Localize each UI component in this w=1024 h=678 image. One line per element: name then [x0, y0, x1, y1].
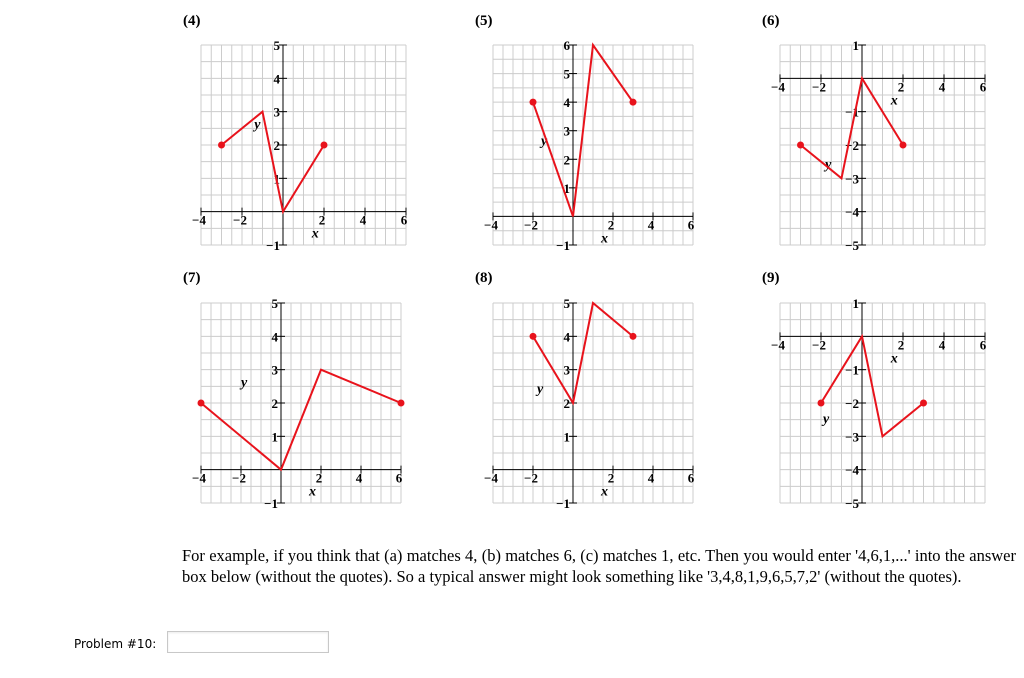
curve-endpoint [398, 400, 405, 407]
y-tick-label: 5 [563, 66, 570, 82]
x-tick-label: 4 [647, 217, 655, 233]
graph-label-8: (8) [475, 270, 493, 286]
x-tick-label: 4 [938, 337, 946, 353]
x-tick-label: −2 [812, 337, 826, 353]
x-tick-label: −2 [524, 470, 538, 486]
x-tick-label: 6 [979, 337, 987, 353]
y-tick-label: 1 [852, 38, 859, 53]
curve-endpoint [530, 99, 537, 106]
x-tick-label: −4 [192, 470, 206, 486]
curve-endpoint [321, 142, 328, 149]
curve-endpoint [530, 333, 537, 340]
answer-input[interactable] [167, 631, 329, 653]
graph-4 [190, 35, 420, 265]
x-tick-label: 6 [687, 470, 695, 486]
y-tick-label: 4 [563, 95, 570, 111]
x-axis-label: x [309, 484, 316, 500]
y-tick-label: −3 [845, 429, 859, 445]
graph-label-9: (9) [762, 270, 780, 286]
y-tick-label: 5 [271, 296, 278, 311]
x-tick-label: 4 [938, 79, 946, 95]
y-tick-label: 1 [273, 171, 280, 187]
graph-label-5: (5) [475, 13, 493, 29]
x-tick-label: 2 [607, 470, 615, 486]
y-tick-label: −1 [556, 238, 570, 253]
y-axis-label: y [541, 134, 548, 149]
y-tick-label: −2 [845, 396, 859, 411]
y-axis-label: y [537, 382, 544, 397]
problem-label: Problem #10: [74, 637, 157, 651]
y-tick-label: 5 [563, 296, 570, 311]
graph-8 [482, 293, 712, 523]
y-tick-label: 2 [271, 396, 278, 411]
y-tick-label: 3 [563, 123, 570, 139]
graph-label-7: (7) [183, 270, 201, 286]
y-tick-label: −5 [845, 496, 859, 511]
x-axis-label: x [601, 484, 608, 500]
y-tick-label: −2 [845, 138, 859, 153]
x-tick-label: −2 [232, 470, 246, 486]
x-tick-label: −2 [233, 212, 247, 228]
y-axis-label: y [241, 375, 248, 391]
graph-9 [769, 293, 999, 523]
y-tick-label: 3 [271, 362, 278, 378]
x-tick-label: 2 [607, 217, 615, 233]
y-tick-label: 2 [563, 152, 570, 168]
y-tick-label: 4 [273, 71, 280, 87]
x-tick-label: 6 [687, 217, 695, 233]
y-tick-label: −1 [845, 362, 859, 378]
x-tick-label: −4 [484, 217, 498, 233]
y-tick-label: 4 [271, 329, 278, 345]
y-tick-label: 3 [273, 104, 280, 120]
y-tick-label: 2 [563, 396, 570, 411]
y-tick-label: 3 [563, 362, 570, 378]
y-axis-label: y [823, 412, 830, 427]
curve-endpoint [797, 142, 804, 149]
graph-7 [190, 293, 420, 523]
y-axis-label: y [825, 157, 832, 173]
y-axis-label: y [254, 117, 261, 133]
curve-endpoint [630, 333, 637, 340]
y-tick-label: −1 [556, 496, 570, 511]
y-tick-label: 2 [273, 138, 280, 153]
x-tick-label: −4 [771, 337, 785, 353]
y-tick-label: 6 [563, 38, 570, 53]
y-tick-label: −3 [845, 171, 859, 187]
x-tick-label: −2 [524, 217, 538, 233]
y-tick-label: −4 [845, 462, 859, 478]
y-tick-label: 1 [852, 296, 859, 311]
curve-endpoint [630, 99, 637, 106]
y-tick-label: −1 [266, 238, 280, 253]
x-axis-label: x [601, 231, 608, 247]
instructions-text: For example, if you think that (a) matches 4, (b) matches 6, (c) matches 1, etc. Then you would enter '4,6,1,...' into the answer box below (without the quotes). So a typical answer might look something like '3,4,8,1,9,6,5,7,2' (without the quotes). [182, 546, 1016, 586]
x-tick-label: −4 [484, 470, 498, 486]
y-tick-label: 1 [563, 180, 570, 196]
curve-endpoint [198, 400, 205, 407]
curve-endpoint [218, 142, 225, 149]
x-axis-label: x [311, 226, 319, 242]
graph-label-4: (4) [183, 13, 201, 29]
x-axis-label: x [890, 351, 898, 367]
y-tick-label: 1 [563, 429, 570, 445]
x-tick-label: 2 [315, 470, 323, 486]
curve-endpoint [920, 400, 927, 407]
curve-endpoint [818, 400, 825, 407]
y-tick-label: −1 [845, 104, 859, 120]
x-tick-label: 2 [897, 337, 905, 353]
y-tick-label: 1 [271, 429, 278, 445]
x-tick-label: 2 [318, 212, 326, 228]
y-tick-label: −5 [845, 238, 859, 253]
x-tick-label: 6 [395, 470, 403, 486]
y-tick-label: −1 [264, 496, 278, 511]
y-tick-label: 5 [273, 38, 280, 53]
graph-6 [769, 35, 999, 265]
x-tick-label: −4 [771, 79, 785, 95]
graph-label-6: (6) [762, 13, 780, 29]
curve-endpoint [900, 142, 907, 149]
x-tick-label: 4 [647, 470, 655, 486]
graph-5 [482, 35, 712, 265]
x-tick-label: 2 [897, 79, 905, 95]
x-tick-label: −4 [192, 212, 206, 228]
y-tick-label: −4 [845, 204, 859, 220]
x-tick-label: 6 [400, 212, 408, 228]
x-tick-label: 4 [355, 470, 363, 486]
x-tick-label: 6 [979, 79, 987, 95]
x-axis-label: x [890, 93, 898, 109]
x-tick-label: −2 [812, 79, 826, 95]
y-tick-label: 4 [563, 329, 570, 345]
x-tick-label: 4 [359, 212, 367, 228]
